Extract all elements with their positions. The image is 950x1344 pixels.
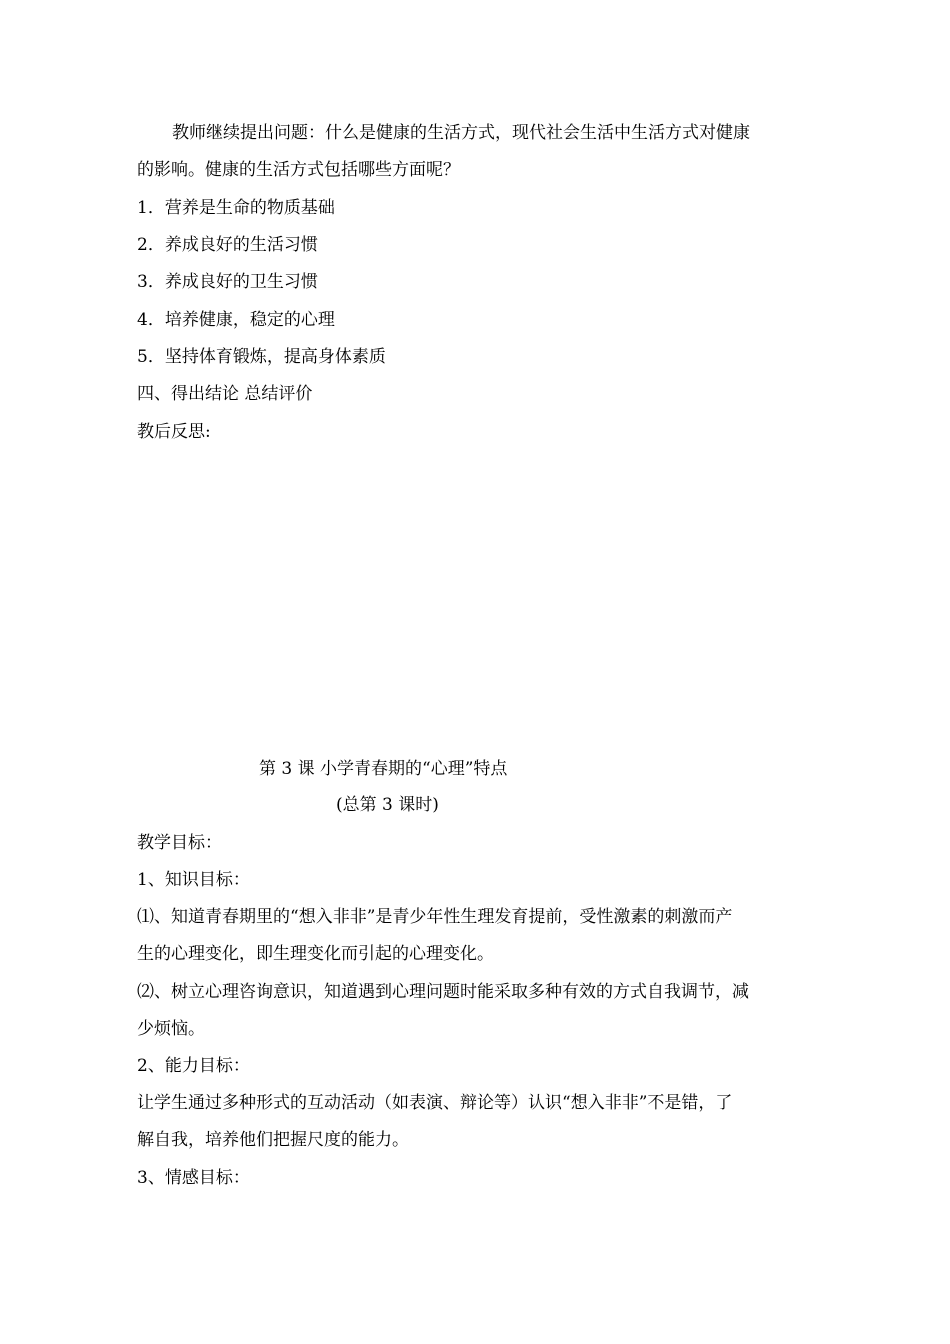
knowledge-objectives-heading: 1、知识目标： [137, 870, 250, 890]
knowledge-objective-2-line-1: ⑵、树立心理咨询意识，知道遇到心理问题时能采取多种有效的方式自我调节，减 [137, 982, 749, 1002]
emotion-objectives-heading: 3、情感目标： [137, 1168, 250, 1188]
ability-objectives-heading: 2、能力目标： [137, 1056, 250, 1076]
ability-objective-line-2: 解自我，培养他们把握尺度的能力。 [137, 1130, 409, 1150]
conclusion-heading: 四、得出结论 总结评价 [137, 384, 313, 404]
knowledge-objective-2-line-2: 少烦恼。 [137, 1019, 205, 1039]
intro-paragraph-line-2: 的影响。健康的生活方式包括哪些方面呢？ [137, 160, 460, 180]
lesson-title: 第 3 课 小学青春期的“心理”特点 [259, 759, 508, 779]
knowledge-objective-1-line-1: ⑴、知道青春期里的“想入非非”是青少年性生理发育提前，受性激素的刺激而产 [137, 907, 733, 927]
list-item: 3．养成良好的卫生习惯 [137, 272, 318, 292]
ability-objective-line-1: 让学生通过多种形式的互动活动（如表演、辩论等）认识“想入非非”不是错，了 [137, 1093, 733, 1113]
list-item: 1．营养是生命的物质基础 [137, 198, 335, 218]
intro-paragraph-line-1: 教师继续提出问题：什么是健康的生活方式，现代社会生活中生活方式对健康 [172, 123, 750, 143]
list-item: 2．养成良好的生活习惯 [137, 235, 318, 255]
objectives-heading: 教学目标： [137, 833, 222, 853]
list-item: 5．坚持体育锻炼，提高身体素质 [137, 347, 386, 367]
lesson-subtitle: (总第 3 课时) [336, 795, 439, 815]
knowledge-objective-1-line-2: 生的心理变化，即生理变化而引起的心理变化。 [137, 944, 494, 964]
list-item: 4．培养健康，稳定的心理 [137, 310, 335, 330]
reflection-heading: 教后反思: [137, 422, 211, 442]
